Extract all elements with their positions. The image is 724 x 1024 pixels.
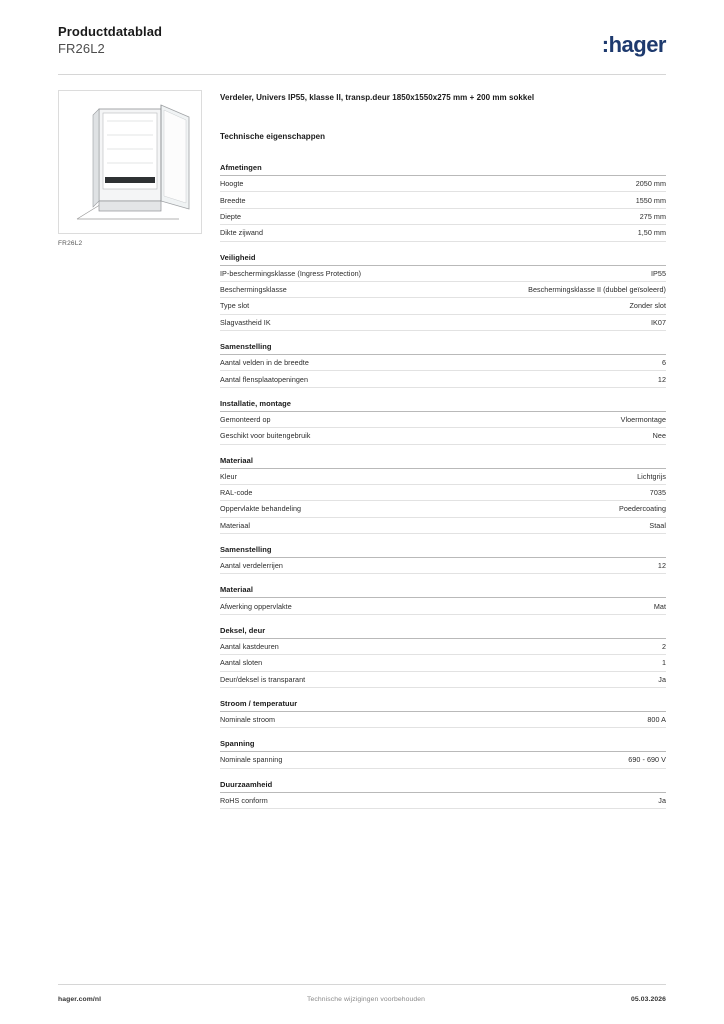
spec-value: 275 mm <box>639 211 666 221</box>
spec-groups <box>220 163 666 809</box>
spec-value: Nee <box>652 431 666 441</box>
spec-label: Dikte zijwand <box>220 228 263 238</box>
spec-group <box>220 626 666 688</box>
spec-group-title: Stroom / temperatuur <box>220 699 666 712</box>
spec-row <box>220 469 666 485</box>
spec-row <box>220 209 666 225</box>
spec-group-title: Installatie, montage <box>220 399 666 412</box>
spec-value: 12 <box>657 374 666 384</box>
spec-row <box>220 501 666 517</box>
product-image <box>58 90 202 234</box>
footer-website[interactable]: hager.com/nl <box>58 996 102 1003</box>
spec-label: RAL-code <box>220 488 253 498</box>
cabinet-illustration <box>59 91 201 233</box>
spec-row <box>220 266 666 282</box>
spec-value: 1550 mm <box>635 195 666 205</box>
spec-label: Oppervlakte behandeling <box>220 504 302 514</box>
spec-group-title: Spanning <box>220 739 666 752</box>
spec-label: Materiaal <box>220 520 251 530</box>
footer-divider <box>58 984 666 985</box>
product-description: Verdeler, Univers IP55, klasse II, transp.deur 1850x1550x275 mm + 200 mm sokkel <box>220 93 535 102</box>
spec-label: Afwerking oppervlakte <box>220 601 292 611</box>
spec-group <box>220 163 666 242</box>
spec-row <box>220 558 666 574</box>
spec-group-title: Materiaal <box>220 456 666 469</box>
spec-group-title: Materiaal <box>220 585 666 598</box>
spec-group <box>220 585 666 614</box>
spec-label: Diepte <box>220 211 242 221</box>
spec-value: Lichtgrijs <box>637 471 666 481</box>
spec-label: Nominale stroom <box>220 715 276 725</box>
spec-value: IK07 <box>651 317 666 327</box>
spec-label: Gemonteerd op <box>220 414 271 424</box>
spec-group <box>220 399 666 445</box>
spec-row <box>220 355 666 371</box>
spec-value: Ja <box>658 795 666 805</box>
spec-value: 1,50 mm <box>637 228 666 238</box>
spec-group-title: Afmetingen <box>220 163 666 176</box>
spec-row <box>220 225 666 241</box>
spec-row <box>220 315 666 331</box>
spec-label: IP-beschermingsklasse (Ingress Protection) <box>220 268 362 278</box>
spec-value: Beschermingsklasse II (dubbel geïsoleerd) <box>528 285 666 295</box>
spec-label: Beschermingsklasse <box>220 285 287 295</box>
spec-row <box>220 412 666 428</box>
spec-group <box>220 545 666 574</box>
spec-label: Kleur <box>220 471 238 481</box>
page-header <box>58 24 666 70</box>
spec-value: Vloermontage <box>620 414 666 424</box>
spec-label: Aantal velden in de breedte <box>220 358 309 368</box>
spec-value: 6 <box>661 358 666 368</box>
spec-label: Aantal flensplaatopeningen <box>220 374 309 384</box>
spec-group <box>220 456 666 535</box>
spec-value: Mat <box>653 601 666 611</box>
spec-value: 2050 mm <box>635 179 666 189</box>
spec-group <box>220 780 666 809</box>
spec-group-title: Duurzaamheid <box>220 780 666 793</box>
page-footer <box>58 996 666 1003</box>
spec-group-title: Samenstelling <box>220 342 666 355</box>
spec-label: Aantal verdelerrijen <box>220 561 283 571</box>
spec-label: Type slot <box>220 301 250 311</box>
spec-row <box>220 298 666 314</box>
spec-group-title: Veiligheid <box>220 253 666 266</box>
header-divider <box>58 74 666 75</box>
spec-row <box>220 793 666 809</box>
spec-label: RoHS conform <box>220 795 268 805</box>
spec-group <box>220 342 666 388</box>
spec-value: Staal <box>649 520 666 530</box>
footer-date: 05.03.2026 <box>630 996 666 1003</box>
spec-row <box>220 752 666 768</box>
spec-value: Ja <box>658 674 666 684</box>
spec-row <box>220 282 666 298</box>
spec-value: 800 A <box>647 715 666 725</box>
datasheet-content <box>220 92 666 820</box>
spec-value: 12 <box>657 561 666 571</box>
spec-row <box>220 428 666 444</box>
spec-label: Nominale spanning <box>220 755 283 765</box>
spec-label: Deur/deksel is transparant <box>220 674 306 684</box>
spec-label: Hoogte <box>220 179 244 189</box>
spec-value: 7035 <box>649 488 666 498</box>
spec-row <box>220 712 666 728</box>
spec-row <box>220 639 666 655</box>
spec-value: 2 <box>661 641 666 651</box>
spec-row <box>220 655 666 671</box>
hager-logo: :hager <box>601 32 666 57</box>
page-title: Productdatablad <box>58 24 163 39</box>
spec-value: 1 <box>661 658 666 668</box>
technical-properties-title: Technische eigenschappen <box>220 132 326 141</box>
spec-row <box>220 485 666 501</box>
spec-value: 690 - 690 V <box>628 755 666 765</box>
spec-group-title: Samenstelling <box>220 545 666 558</box>
spec-row <box>220 371 666 387</box>
spec-label: Breedte <box>220 195 246 205</box>
spec-row <box>220 518 666 534</box>
spec-row <box>220 598 666 614</box>
spec-group <box>220 699 666 728</box>
spec-label: Aantal kastdeuren <box>220 641 279 651</box>
spec-label: Slagvastheid IK <box>220 317 271 327</box>
image-caption: FR26L2 <box>58 240 83 247</box>
spec-group-title: Deksel, deur <box>220 626 666 639</box>
spec-value: IP55 <box>651 268 666 278</box>
spec-row <box>220 192 666 208</box>
spec-value: Zonder slot <box>629 301 666 311</box>
spec-value: Poedercoating <box>618 504 666 514</box>
spec-label: Geschikt voor buitengebruik <box>220 431 311 441</box>
spec-row <box>220 672 666 688</box>
spec-group <box>220 253 666 332</box>
spec-row <box>220 176 666 192</box>
spec-group <box>220 739 666 768</box>
footer-note: Technische wijzigingen voorbehouden <box>307 996 426 1003</box>
spec-label: Aantal sloten <box>220 658 263 668</box>
product-reference: FR26L2 <box>58 41 105 56</box>
